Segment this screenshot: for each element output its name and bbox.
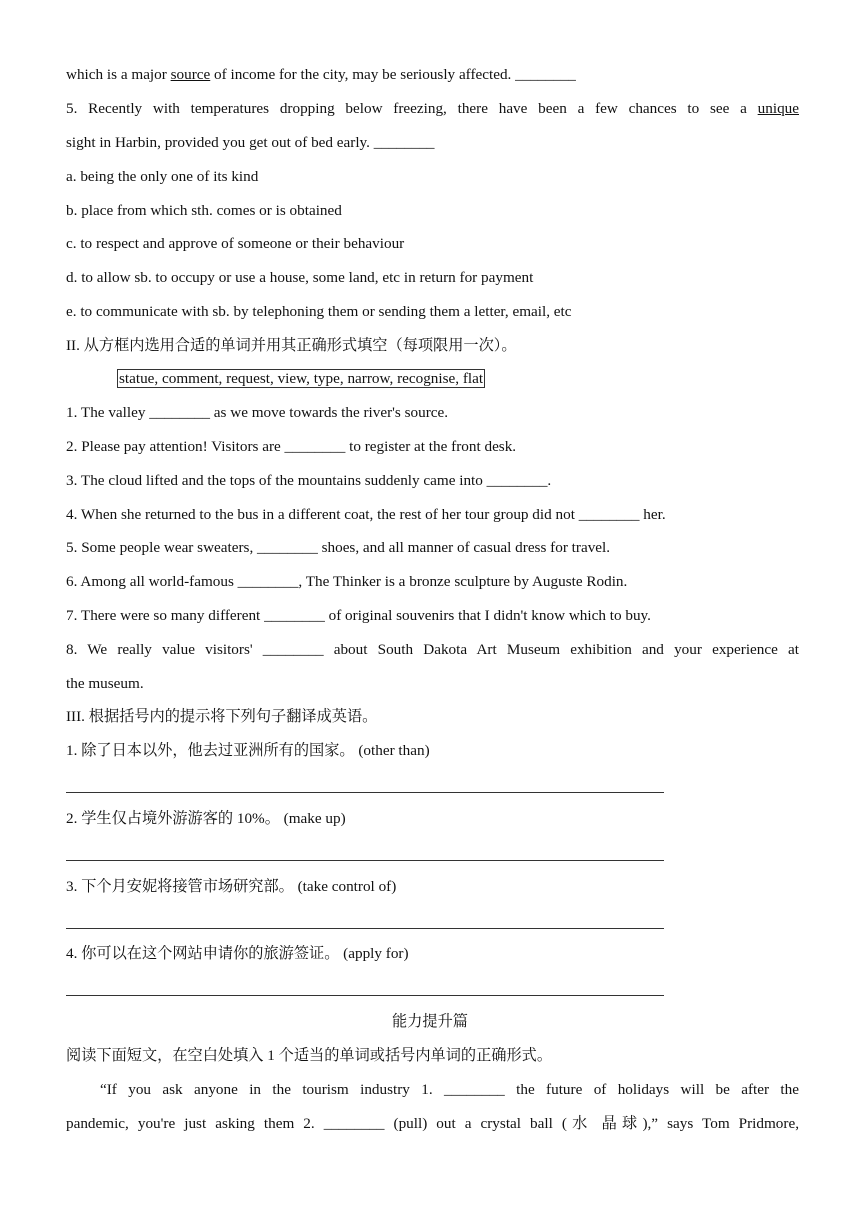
text-line: sight in Harbin, provided you get out of bed early. ________	[66, 134, 435, 151]
definition-a: a. being the only one of its kind	[66, 168, 259, 185]
fill-item-1: 1. The valley ________ as we move towards the river's source.	[66, 404, 449, 421]
underlined-word: source	[170, 66, 211, 83]
definition-e: e. to communicate with sb. by telephoning them or sending them a letter, email, etc	[66, 303, 572, 320]
fill-item-6: 6. Among all world-famous ________, The Thinker is a bronze sculpture by Auguste Rodin.	[66, 573, 628, 590]
definition-b: b. place from which sth. comes or is obtained	[66, 202, 342, 219]
answer-line	[66, 995, 664, 996]
fill-item-2: 2. Please pay attention! Visitors are ________ to register at the front desk.	[66, 438, 517, 455]
fill-item-8-continued: the museum.	[66, 675, 144, 692]
text-segment: which is a major	[66, 66, 171, 83]
translate-item-1: 1. 除了日本以外，他去过亚洲所有的国家。 (other than)	[66, 742, 430, 759]
fill-item-4: 4. When she returned to the bus in a different coat, the rest of her tour group did not ________ her.	[66, 506, 666, 523]
word-box: statue, comment, request, view, type, narrow, recognise, flat	[119, 370, 484, 387]
translate-item-2: 2. 学生仅占境外游游客的 10%。 (make up)	[66, 810, 346, 827]
underlined-word: unique	[757, 100, 799, 117]
answer-line	[66, 928, 664, 929]
text-segment: 5. Recently with temperatures dropping below freezing, there have been a few chances to see a	[66, 100, 758, 117]
text-segment: of income for the city, may be seriously affected. ________	[210, 66, 576, 83]
word-box-line	[117, 369, 485, 389]
section-4-title: 能力提升篇	[392, 1013, 468, 1030]
translate-item-4: 4. 你可以在这个网站申请你的旅游签证。 (apply for)	[66, 945, 409, 962]
fill-item-5: 5. Some people wear sweaters, ________ shoes, and all manner of casual dress for travel.	[66, 539, 611, 556]
definition-c: c. to respect and approve of someone or their behaviour	[66, 235, 405, 252]
passage-line-2: pandemic, you're just asking them 2. ________ (pull) out a crystal ball (水 晶球),” says Tom Pridmore,	[66, 1115, 799, 1132]
definition-d: d. to allow sb. to occupy or use a house, some land, etc in return for payment	[66, 269, 534, 286]
section-2-heading: II. 从方框内选用合适的单词并用其正确形式填空（每项限用一次）。	[66, 337, 517, 354]
text-line	[66, 99, 799, 119]
fill-item-3: 3. The cloud lifted and the tops of the mountains suddenly came into ________.	[66, 472, 552, 489]
text-line	[66, 65, 576, 85]
answer-line	[66, 860, 664, 861]
fill-item-8: 8. We really value visitors' ________ about South Dakota Art Museum exhibition and your experience at	[66, 641, 799, 658]
passage-line-1: “If you ask anyone in the tourism industry 1. ________ the future of holidays will be after the	[100, 1081, 799, 1098]
section-4-instruction: 阅读下面短文，在空白处填入 1 个适当的单词或括号内单词的正确形式。	[66, 1047, 552, 1064]
answer-line	[66, 792, 664, 793]
section-3-heading: III. 根据括号内的提示将下列句子翻译成英语。	[66, 708, 378, 725]
fill-item-7: 7. There were so many different ________ of original souvenirs that I didn't know which to buy.	[66, 607, 651, 624]
translate-item-3: 3. 下个月安妮将接管市场研究部。 (take control of)	[66, 878, 397, 895]
